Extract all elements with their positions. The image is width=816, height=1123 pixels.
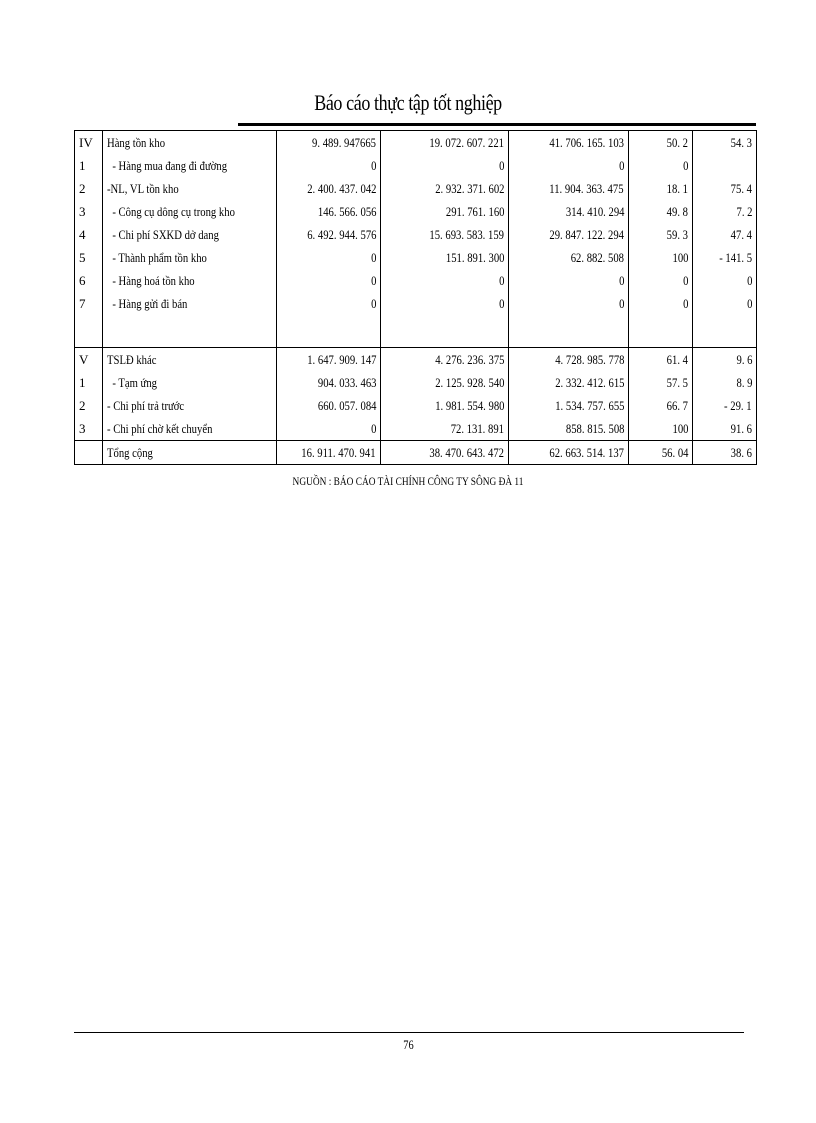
asset-table bbox=[74, 130, 757, 465]
footer-rule bbox=[74, 1032, 744, 1033]
table-row bbox=[75, 177, 757, 200]
row-value-1: 2. 400. 437. 042 bbox=[277, 177, 381, 200]
source-note: NGUỒN : BÁO CÁO TÀI CHÍNH CÔNG TY SÔNG ĐÀ 11 bbox=[292, 474, 524, 488]
row-percent-2: 54. 3 bbox=[693, 131, 757, 155]
row-value-2: 0 bbox=[381, 269, 509, 292]
row-percent-1: 56. 04 bbox=[629, 441, 693, 465]
row-stt bbox=[75, 441, 103, 465]
row-label: - Chi phí chờ kết chuyển bbox=[103, 417, 277, 441]
row-value-2: 15. 693. 583. 159 bbox=[381, 223, 509, 246]
row-percent-1: 100 bbox=[629, 246, 693, 269]
row-stt: 6 bbox=[75, 269, 103, 292]
row-percent-2 bbox=[693, 154, 757, 177]
table-row bbox=[75, 131, 757, 155]
row-value-1: 0 bbox=[277, 417, 381, 441]
row-value-2: 291. 761. 160 bbox=[381, 200, 509, 223]
table-row bbox=[75, 269, 757, 292]
row-label: - Tạm ứng bbox=[103, 371, 277, 394]
row-value-2: 4. 276. 236. 375 bbox=[381, 348, 509, 372]
row-value-1: 660. 057. 084 bbox=[277, 394, 381, 417]
row-stt: 7 bbox=[75, 292, 103, 315]
table-spacer-row bbox=[75, 315, 757, 348]
row-percent-1: 50. 2 bbox=[629, 131, 693, 155]
row-stt: 5 bbox=[75, 246, 103, 269]
table-row bbox=[75, 348, 757, 372]
row-percent-2: 47. 4 bbox=[693, 223, 757, 246]
table-row bbox=[75, 371, 757, 394]
row-label: - Chi phí SXKD dở dang bbox=[103, 223, 277, 246]
row-value-2: 0 bbox=[381, 154, 509, 177]
row-percent-2: - 29. 1 bbox=[693, 394, 757, 417]
row-percent-2: 0 bbox=[693, 269, 757, 292]
row-value-3: 11. 904. 363. 475 bbox=[509, 177, 629, 200]
row-label: - Hàng mua đang đi đường bbox=[103, 154, 277, 177]
row-label: - Công cụ dông cụ trong kho bbox=[103, 200, 277, 223]
row-stt: 1 bbox=[75, 154, 103, 177]
row-label: - Chi phí trả trước bbox=[103, 394, 277, 417]
row-percent-1: 100 bbox=[629, 417, 693, 441]
row-value-3: 0 bbox=[509, 292, 629, 315]
row-value-3: 0 bbox=[509, 269, 629, 292]
row-stt: 3 bbox=[75, 200, 103, 223]
row-value-2: 38. 470. 643. 472 bbox=[381, 441, 509, 465]
row-value-1: 0 bbox=[277, 292, 381, 315]
row-percent-2: 75. 4 bbox=[693, 177, 757, 200]
row-percent-2: 91. 6 bbox=[693, 417, 757, 441]
row-stt: 4 bbox=[75, 223, 103, 246]
row-percent-2: 7. 2 bbox=[693, 200, 757, 223]
table-total-row bbox=[75, 441, 757, 465]
row-value-2: 72. 131. 891 bbox=[381, 417, 509, 441]
row-stt: V bbox=[75, 348, 103, 372]
row-value-3: 62. 663. 514. 137 bbox=[509, 441, 629, 465]
row-percent-2: 38. 6 bbox=[693, 441, 757, 465]
row-value-2: 2. 932. 371. 602 bbox=[381, 177, 509, 200]
row-value-3: 4. 728. 985. 778 bbox=[509, 348, 629, 372]
table-row bbox=[75, 223, 757, 246]
table-row bbox=[75, 394, 757, 417]
row-value-2: 0 bbox=[381, 292, 509, 315]
row-percent-2: 0 bbox=[693, 292, 757, 315]
row-value-1: 904. 033. 463 bbox=[277, 371, 381, 394]
row-value-3: 41. 706. 165. 103 bbox=[509, 131, 629, 155]
row-label: TSLĐ khác bbox=[103, 348, 277, 372]
row-value-3: 62. 882. 508 bbox=[509, 246, 629, 269]
row-percent-1: 59. 3 bbox=[629, 223, 693, 246]
row-percent-1: 18. 1 bbox=[629, 177, 693, 200]
table-row bbox=[75, 417, 757, 441]
row-percent-1: 66. 7 bbox=[629, 394, 693, 417]
row-stt: 2 bbox=[75, 177, 103, 200]
row-percent-2: 9. 6 bbox=[693, 348, 757, 372]
row-percent-2: 8. 9 bbox=[693, 371, 757, 394]
row-value-3: 29. 847. 122. 294 bbox=[509, 223, 629, 246]
row-stt: 2 bbox=[75, 394, 103, 417]
row-value-2: 151. 891. 300 bbox=[381, 246, 509, 269]
row-value-3: 1. 534. 757. 655 bbox=[509, 394, 629, 417]
row-value-3: 0 bbox=[509, 154, 629, 177]
row-percent-1: 0 bbox=[629, 292, 693, 315]
row-value-1: 0 bbox=[277, 269, 381, 292]
row-label: Tổng cộng bbox=[103, 441, 277, 465]
row-value-3: 314. 410. 294 bbox=[509, 200, 629, 223]
row-label: - Hàng gửi đi bán bbox=[103, 292, 277, 315]
row-percent-1: 0 bbox=[629, 154, 693, 177]
table-row bbox=[75, 200, 757, 223]
row-value-1: 6. 492. 944. 576 bbox=[277, 223, 381, 246]
row-value-1: 146. 566. 056 bbox=[277, 200, 381, 223]
row-percent-1: 49. 8 bbox=[629, 200, 693, 223]
row-value-3: 858. 815. 508 bbox=[509, 417, 629, 441]
row-stt: 1 bbox=[75, 371, 103, 394]
row-value-2: 1. 981. 554. 980 bbox=[381, 394, 509, 417]
row-label: - Thành phẩm tồn kho bbox=[103, 246, 277, 269]
row-percent-1: 0 bbox=[629, 269, 693, 292]
header-rule bbox=[238, 123, 756, 126]
table-row bbox=[75, 154, 757, 177]
row-value-1: 0 bbox=[277, 246, 381, 269]
row-percent-2: - 141. 5 bbox=[693, 246, 757, 269]
row-value-2: 19. 072. 607. 221 bbox=[381, 131, 509, 155]
row-value-1: 0 bbox=[277, 154, 381, 177]
row-value-1: 1. 647. 909. 147 bbox=[277, 348, 381, 372]
row-value-1: 9. 489. 947665 bbox=[277, 131, 381, 155]
row-value-1: 16. 911. 470. 941 bbox=[277, 441, 381, 465]
row-label: -NL, VL tồn kho bbox=[103, 177, 277, 200]
row-percent-1: 57. 5 bbox=[629, 371, 693, 394]
row-percent-1: 61. 4 bbox=[629, 348, 693, 372]
page-header-title: Báo cáo thực tập tốt nghiệp bbox=[314, 90, 502, 115]
table-row bbox=[75, 246, 757, 269]
row-stt: IV bbox=[75, 131, 103, 155]
table-row bbox=[75, 292, 757, 315]
row-stt: 3 bbox=[75, 417, 103, 441]
row-value-3: 2. 332. 412. 615 bbox=[509, 371, 629, 394]
row-value-2: 2. 125. 928. 540 bbox=[381, 371, 509, 394]
row-label: Hàng tồn kho bbox=[103, 131, 277, 155]
asset-table-body bbox=[75, 131, 757, 465]
page-number: 76 bbox=[402, 1037, 414, 1052]
row-label: - Hàng hoá tồn kho bbox=[103, 269, 277, 292]
